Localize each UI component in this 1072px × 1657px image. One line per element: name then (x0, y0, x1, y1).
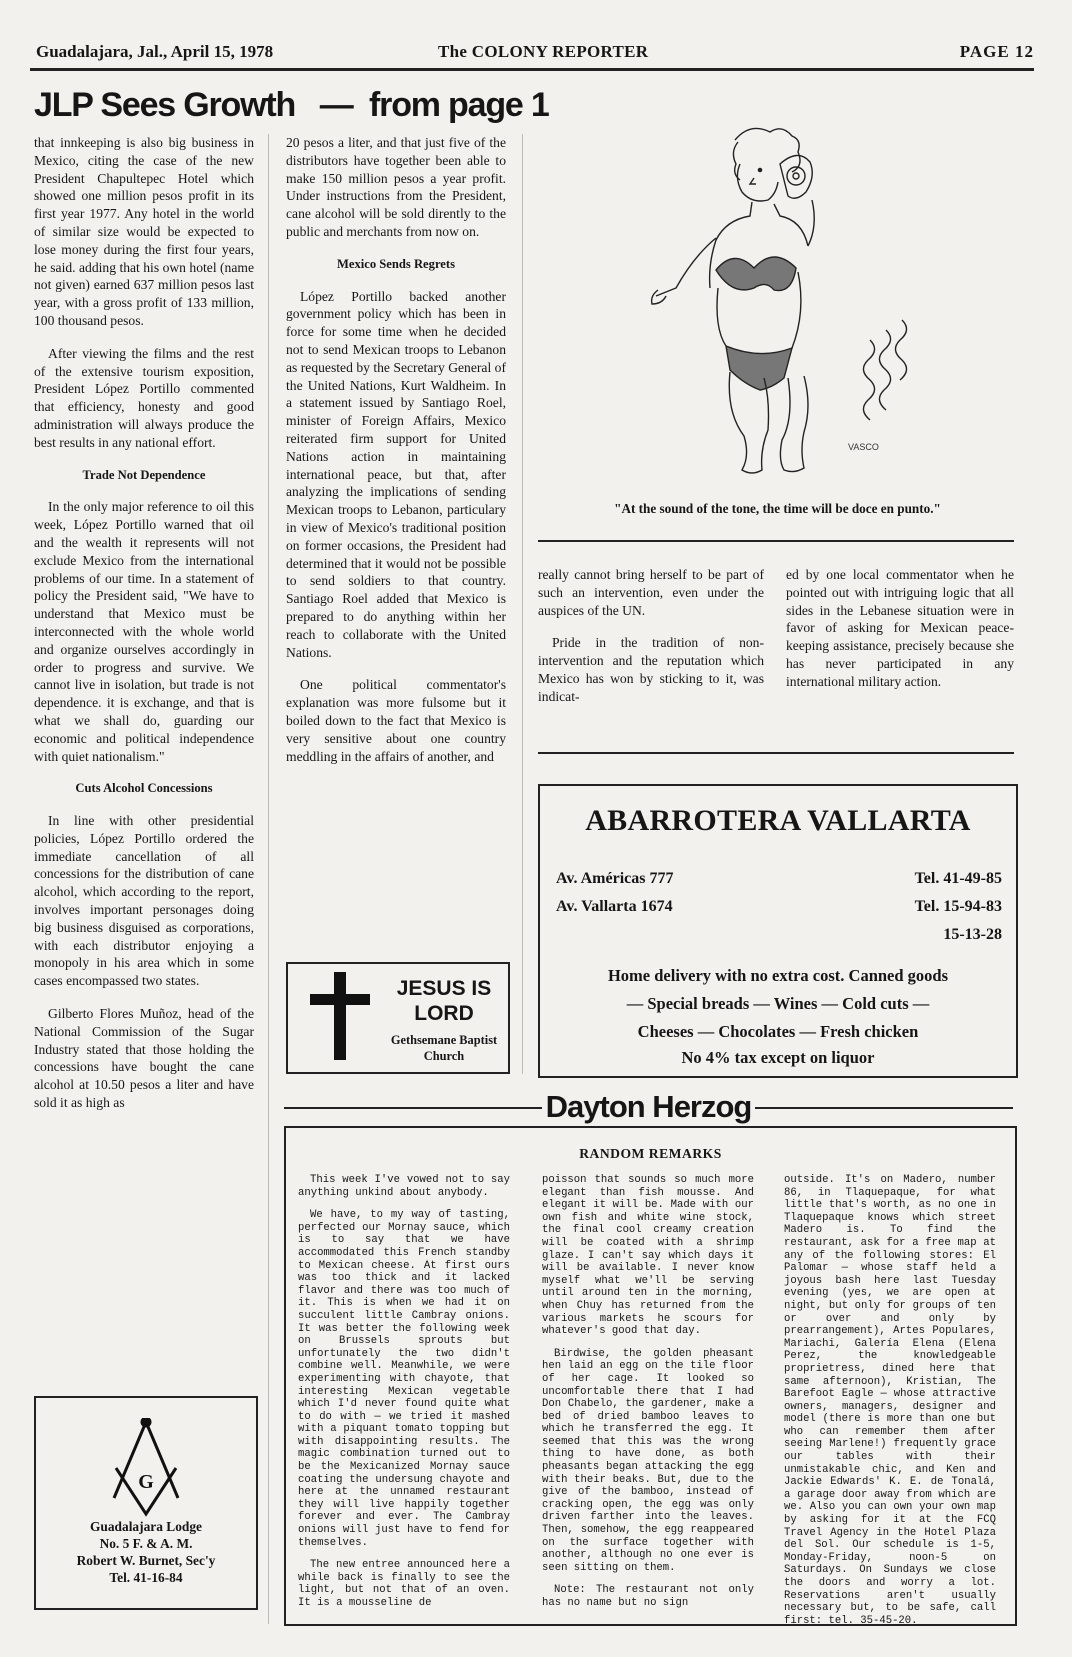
columnist-title: Dayton Herzog (284, 1086, 1013, 1128)
subhead-trade: Trade Not Dependence (82, 467, 206, 482)
column-divider (268, 134, 269, 1624)
subhead-alcohol: Cuts Alcohol Concessions (75, 781, 213, 796)
paper-name: The COLONY REPORTER (438, 42, 649, 61)
grocery-line-3: Cheeses — Chocolates — Fresh chicken (637, 1022, 919, 1041)
church-name: Gethsemane Baptist Church (390, 1033, 498, 1063)
article-column-2 (286, 134, 506, 765)
paragraph: López Portillo backed another government policy which has been in force for some time when he decided not to send Mexican troops to Lebanon as requested by the Secretary General of the United Nations, Kurt Waldheim. In a statement issued by Santiago Roel, minister of Foreign Affairs, Mexico reiterated firm support for United Nations action in maintaining international peace, but that, after analyzing the implications of sending Mexican troops to Lebanon, particulary in view of Mexico's traditional position on former occasions, the President had determined that it would not be possible to send soldiers to that country. Santiago Roel added that Mexico is prepared to do anything within her reach to collaborate with the United Nations. (286, 288, 506, 660)
remarks-column-3 (784, 1174, 996, 1637)
grocery-address-2: Av. Vallarta 1674 (556, 898, 673, 915)
paragraph: One political commentator's explanation was more fulsome but it boiled down to the fact that Mexico is very sensitive about one country meddling in the affairs of another, and (286, 677, 506, 764)
lodge-phone: Tel. 41-16-84 (109, 1570, 183, 1585)
dateline: Guadalajara, Jal., April 15, 1978 (36, 42, 274, 61)
column-divider (522, 134, 523, 1074)
caption-rule (538, 540, 1014, 542)
paragraph: After viewing the films and the rest of the extensive tourism exposition, President López Portillo commented that efficiency, honesty and good administration will always produce the best results in any national effort. (34, 345, 254, 450)
cartoon-illustration (540, 120, 1015, 490)
grocery-phone-3: 15-13-28 (943, 926, 1002, 943)
remarks-column-2 (542, 1174, 754, 1620)
column-subtitle: RANDOM REMARKS (579, 1146, 722, 1161)
paragraph: We have, to my way of tasting, perfected our Mornay sauce, which is to say that we have accommodated this French standby to Mexican cheese. At first ours was too thick and it lacked flavor and there was too much of it. This is when we had it on succulent little Cambray onions. It was better the following week on Brussels sprouts but unfortunately the two didn't combine well. Meanwhile, we were experimenting with chayote, that interesting Mexican vegetable which I'd never found quite what to do with — we tried it mashed with a piquant tomato topping but with disappointing results. The magic combination turned out to be the Mexicanized Mornay sauce coating the undersung chayote and here at the unnamed restaurant they will live happily together forever and ever. The Cambray onions will just have to fend for themselves. (298, 1209, 510, 1549)
article-headline: JLP Sees Growth — from page 1 (34, 86, 549, 124)
lodge-name: Guadalajara Lodge (90, 1519, 202, 1534)
grocery-address-1: Av. Américas 777 (556, 870, 674, 887)
cross-icon (310, 972, 370, 1060)
paragraph: This week I've vowed not to say anything unkind about anybody. (298, 1174, 510, 1199)
article-end-rule (538, 752, 1014, 754)
lodge-text (36, 1518, 256, 1586)
lodge-ad (34, 1396, 258, 1610)
paragraph: poisson that sounds so much more elegant than fish mousse. And elegant it will be. Made with our own fish and white wine stock, the final cool creamy creation will be coated with a shrimp glaze. I can't say which days it will be available. I never know myself what we'll be serving until around ten in the morning, when Chuy has returned from the various markets he scours for whatever's good that day. (542, 1174, 754, 1338)
paragraph: The new entree announced here a while back is finally to see the light, but not that of an oven. It is a mousseline de (298, 1559, 510, 1609)
grocery-line-4: No 4% tax except on liquor (681, 1048, 875, 1067)
paragraph: In the only major reference to oil this week, López Portillo warned that oil and the wealth it represents will not exclude Mexico from the international problems of our time. In a statement of policy the President said, "We have to understand that Mexico must be interconnected with the whole world and organize ourselves accordingly in order to progress and survive. We cannot live in isolation, but trade is not dependence. it is exchange, and that is what we shall do, guarding our economic and political independence with quiet nationalism." (34, 499, 254, 764)
paragraph: ed by one local commentator when he pointed out with intriguing logic that all sides in the Lebanese situation were in favor of asking for Mexican peace-keeping assistance, precisely because she has never participated in any international military action. (786, 567, 1014, 689)
cartoon-caption: "At the sound of the tone, the time will be doce en punto." (614, 501, 941, 516)
paragraph: 20 pesos a liter, and that just five of the distributors have together been able to make 150 million pesos a year profit. Under instructions from the President, cane alcohol will be sold dirently to the public and merchants from now on. (286, 135, 506, 239)
grocery-phone-1: Tel. 41-49-85 (914, 870, 1002, 887)
paragraph: Pride in the tradition of non-intervention and the reputation which Mexico has won by sticking to it, was indicat- (538, 635, 764, 704)
paragraph: Birdwise, the golden pheasant hen laid an egg on the tile floor of her cage. It looked so uncomfortable there that I had Don Chabelo, the gardener, make a bed of dried bamboo leaves to which he transferred the egg. It seemed that this was the wrong thing to have done, as both pheasants began attacking the egg with their beaks. But, due to the give of the bamboo, instead of cracking open, the egg was only driven farther into the leaves. Then, somehow, the egg reappeared on the surface together with another, although no one ever is seen sitting on them. (542, 1347, 754, 1574)
lodge-secretary: Robert W. Burnet, Sec'y (76, 1553, 216, 1568)
masonic-emblem-icon (106, 1418, 186, 1523)
paragraph: that innkeeping is also big business in Mexico, citing the case of the new President Chapultepec Hotel which showed one million pesos profit in its first year 1977. Any hotel in the world of similar size would be expected to lose money during the first four years, he said. adding that his own hotel (name not given) earned 637 million pesos last year, with a gross profit of 133 million, 100 thousand pesos. (34, 135, 254, 328)
page-number: PAGE 12 (959, 42, 1034, 61)
lodge-number: No. 5 F. & A. M. (99, 1536, 193, 1551)
random-remarks-column (284, 1126, 1017, 1626)
article-column-3 (538, 566, 764, 706)
grocery-line-2: — Special breads — Wines — Cold cuts — (626, 994, 930, 1013)
grocery-name: ABARROTERA VALLARTA (585, 804, 971, 837)
cartoonist-signature: VASCO (848, 442, 879, 452)
grocery-ad (538, 784, 1018, 1078)
article-column-4 (786, 566, 1014, 691)
remarks-column-1 (298, 1174, 510, 1620)
church-ad-title: JESUS IS LORD (396, 977, 492, 1025)
church-ad (286, 962, 510, 1074)
paragraph: really cannot bring herself to be part of such an intervention, even under the auspices of the UN. (538, 567, 764, 618)
svg-text:G: G (138, 1471, 154, 1493)
subhead-regrets: Mexico Sends Regrets (337, 256, 455, 271)
article-column-1 (34, 134, 254, 1112)
paragraph: outside. It's on Madero, number 86, in Tlaquepaque, for what little that's worth, as no one in Tlaquepaque knows which street Madero is. To find the restaurant, ask for a free map at any of the following stores: El Palomar — whose staff held a joyous bash here last Tuesday evening (yes, we are open at night, but only for groups of ten or over and only by prearrangement), Artes Populares, Mariachi, Galería Elena (Elena Perez, the knowledgeable proprietress, dined here that same afternoon), Kristian, The Barefoot Eagle — whose attractive owners, managers, designer and model (there is more than one but who can remember them after seeing Marlene!) frequently grace our tables with their unmistakable chic, and Ken and Jackie Edwards' K. E. de Tonalá, a garage door away from which are we. Also you can own your own map by asking for it at the FCQ Travel Agency in the Hotel Plaza del Sol. Our schedule is 1-5, Monday-Friday, noon-5 on Saturdays. On Sundays we close the doors and worry a lot. Reservations aren't usually necessary but, to be safe, call first: tel. 35-45-20. (784, 1174, 996, 1627)
page-header (30, 42, 1034, 66)
grocery-phone-2: Tel. 15-94-83 (914, 898, 1002, 915)
paragraph: Gilberto Flores Muñoz, head of the National Commission of the Sugar Industry stated that those holding the concessions have bought the cane alcohol at 10.50 pesos a liter and have sold it as high as (34, 1006, 254, 1111)
paragraph: Note: The restaurant not only has no name but no sign (542, 1584, 754, 1609)
grocery-line-1: Home delivery with no extra cost. Canned goods (607, 966, 949, 985)
header-rule (30, 68, 1034, 71)
paragraph: In line with other presidential policies, López Portillo ordered the immediate cancellation of all concessions for the distribution of cane alcohol, which according to the report, involves important personages doing big business disguised as corporations, with each distributor enjoying a monopoly in his area which in some cases encompassed two states. (34, 813, 254, 989)
